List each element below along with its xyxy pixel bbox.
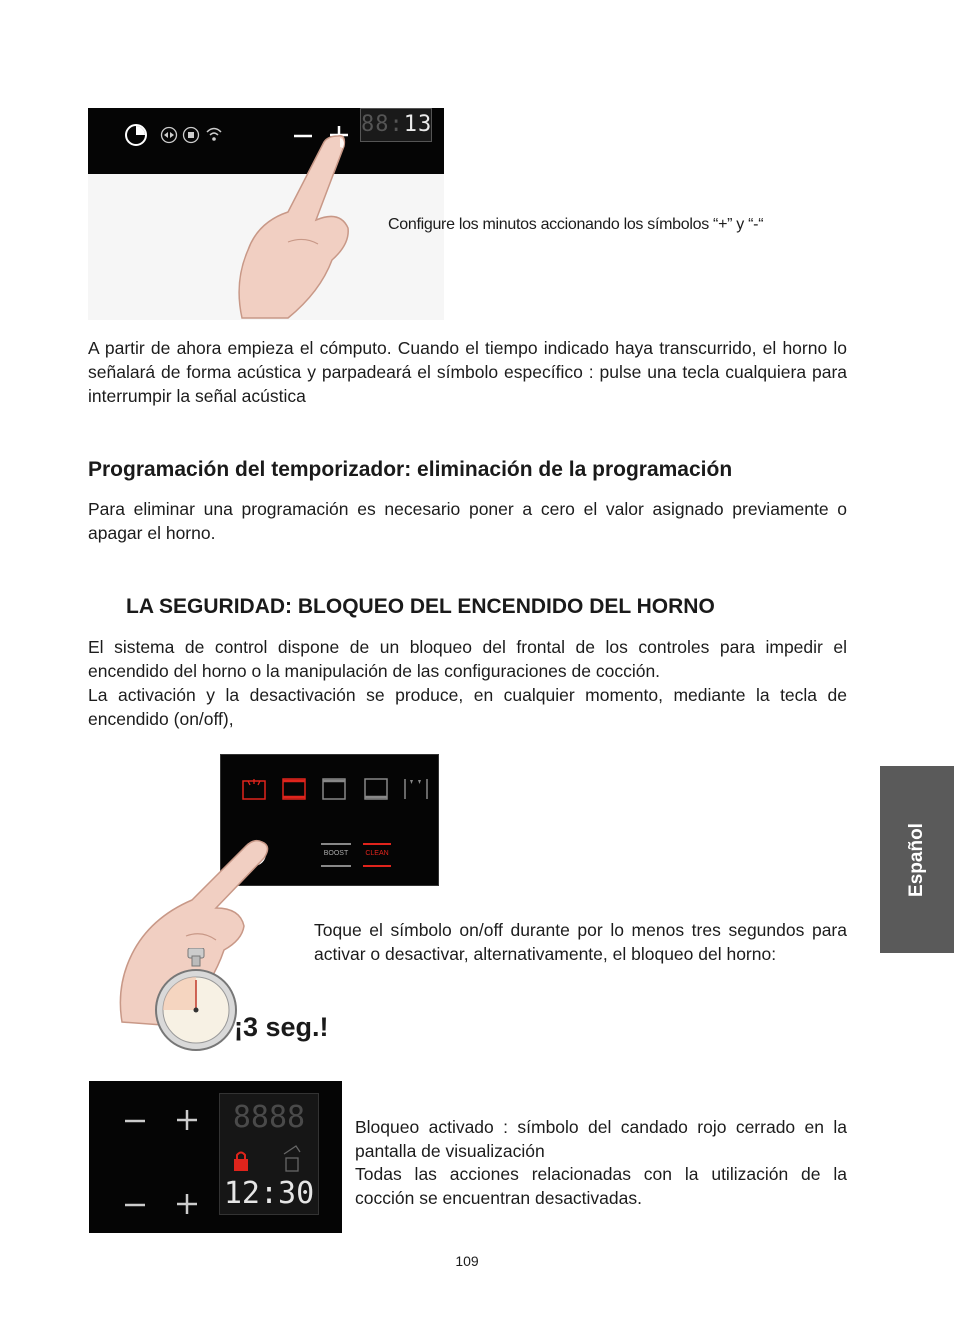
page-number: 109 [455, 1253, 479, 1269]
display-left-digits: 88 [361, 112, 390, 137]
safety-lock-paragraph-2: La activación y la desactivación se produce, en cualquier momento, mediante la tecla de encendido (on/off), [88, 685, 847, 729]
safety-lock-heading: LA SEGURIDAD: BLOQUEO DEL ENCENDIDO DEL HORNO [126, 595, 715, 618]
bottom-heat-icon [363, 775, 389, 801]
clean-button[interactable] [363, 843, 391, 867]
boost-label: BOOST [323, 850, 349, 857]
plus-icon-bottom[interactable] [175, 1192, 199, 1216]
grill-icon [403, 775, 429, 801]
language-tab [880, 766, 954, 953]
minus-icon-top[interactable] [123, 1111, 147, 1131]
display-separator: : [389, 112, 404, 137]
pointing-hand-icon [228, 132, 358, 322]
display-screen [219, 1093, 319, 1215]
safety-lock-paragraph-1: El sistema de control dispone de un bloqueo del frontal de los controles para impedir el encendido del horno o la manipulación de las configuraciones de cocción. [88, 637, 847, 681]
minus-icon-bottom[interactable] [123, 1195, 147, 1215]
figure1-caption: Configure los minutos accionando los símbolos “+” y “-“ [388, 216, 764, 233]
countdown-paragraph: A partir de ahora empieza el cómputo. Cuando el tiempo indicado haya transcurrido, el horno lo señalará de forma acústica y parpadeará el símbolo específico : pulse una tecla cualquiera para interrumpir la señal acústica [88, 338, 847, 406]
stop-icon [182, 126, 200, 144]
top-heat-icon [321, 775, 347, 801]
lock-display-panel [89, 1081, 342, 1233]
boost-button[interactable] [321, 843, 351, 867]
figure2-caption: Toque el símbolo on/off durante por lo menos tres segundos para activar o desactivar, alternativamente, el bloqueo del horno: [314, 920, 847, 964]
timer-removal-paragraph: Para eliminar una programación es necesario poner a cero el valor asignado previamente o apagar el horno. [88, 499, 847, 543]
lock-open-icon [282, 1144, 302, 1174]
figure3-caption-1: Bloqueo activado : símbolo del candado rojo cerrado en la pantalla de visualización [355, 1117, 847, 1161]
wifi-icon [204, 124, 224, 144]
timer-removal-heading: Programación del temporizador: eliminación de la programación [88, 458, 733, 481]
stopwatch-icon [154, 948, 238, 1056]
bottom-digits: 12:30 [223, 1176, 315, 1211]
plus-icon-top[interactable] [175, 1108, 199, 1132]
timer-label: ¡3 seg.! [234, 1012, 329, 1042]
clean-label: CLEAN [365, 850, 389, 857]
display-right-digits: 13 [403, 112, 433, 137]
time-display [360, 108, 432, 142]
top-bottom-heat-icon [281, 775, 307, 801]
lock-red-icon [232, 1150, 250, 1172]
top-digits: 8888 [232, 1100, 306, 1135]
oven-light-icon [241, 775, 267, 801]
double-arrow-icon [160, 126, 178, 144]
figure-timer-panel [88, 108, 444, 320]
clock-icon [124, 123, 148, 147]
figure3-caption-2: Todas las acciones relacionadas con la utilización de la cocción se encuentran desactivadas. [355, 1164, 847, 1208]
language-tab-label: Español [906, 822, 927, 897]
